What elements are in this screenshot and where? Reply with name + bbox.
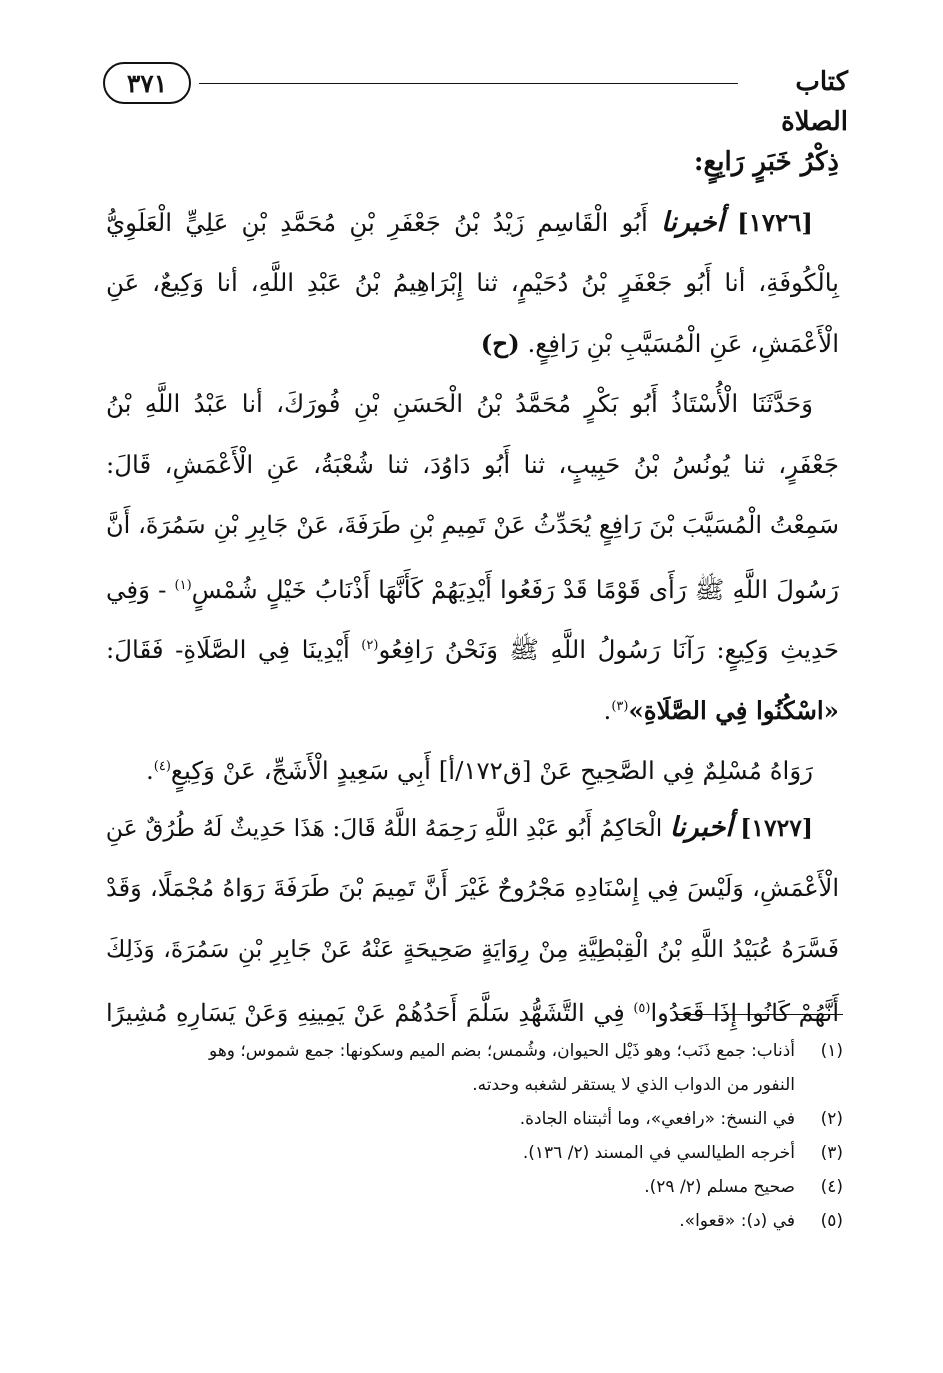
line-text: رَسُولَ اللَّهِ ﷺ رَأَى قَوْمًا قَدْ رَفَعُوا أَيْدِيَهُمْ كَأَنَّهَا أَذْنَابُ خَيْلٍ شُمْسٍ: [191, 574, 839, 604]
line-text: الْأَعْمَشِ، عَنِ الْمُسَيَّبِ بْنِ رَافِعٍ.: [527, 328, 839, 358]
footnote-text: أذناب: جمع ذَنَب؛ وهو ذَيْل الحيوان، وشُمس؛ بضم الميم وسكونها: جمع شموس؛ وهو: [209, 1041, 795, 1061]
text-line: [106, 737, 839, 798]
line-text: الْحَاكِمُ أَبُو عَبْدِ اللَّهِ رَحِمَهُ اللَّهُ قَالَ: هَذَا حَدِيثٌ لَهُ طُرُقٌ عَنِ: [105, 813, 663, 842]
footnote: [106, 1034, 843, 1102]
text-line: [106, 435, 839, 496]
line-tail: .: [145, 756, 154, 786]
akhbarana-word: أخبرنا: [661, 206, 724, 238]
line-text: الْأَعْمَشِ، وَلَيْسَ فِي إِسْنَادِهِ مَجْرُوحٌ غَيْرَ أَنَّ تَمِيمَ بْنَ طَرَفَةَ رَوَاهُ مُجْمَلًا، وَقَدْ: [106, 874, 839, 902]
line-tail: - وَفِي: [106, 574, 167, 604]
text-line: [106, 314, 839, 375]
text-line: [106, 858, 839, 919]
footnote: [106, 1136, 843, 1170]
hadith-number: [١٧٢٦]: [737, 207, 813, 237]
line-tail: .: [603, 695, 612, 725]
page-number: ٣٧١: [103, 62, 191, 104]
footnote-text: في (د): «قعوا».: [679, 1211, 795, 1231]
line-text: حَدِيثِ وَكِيعٍ: رَآنَا رَسُولُ اللَّهِ ﷺ وَنَحْنُ رَافِعُو: [378, 635, 839, 665]
footnote-number: (٣): [820, 1143, 843, 1163]
footnote-text-continued: النفور من الدواب الذي لا يستقر لشغبه وحدته.: [472, 1075, 795, 1095]
footnote-text: أخرجه الطيالسي في المسند (٢/ ١٣٦).: [522, 1143, 795, 1163]
footnote-ref[interactable]: (٣): [611, 698, 629, 714]
footnote: [106, 1170, 843, 1204]
text-line: [106, 798, 839, 859]
text-line: [106, 919, 839, 980]
text-line: [106, 556, 839, 617]
footnote-text: في النسخ: «رافعي»، وما أثبتناه الجادة.: [519, 1109, 795, 1129]
footnote-ref[interactable]: (٢): [361, 638, 379, 653]
running-head: كتاب الصلاة: [781, 67, 848, 137]
akhbarana-word: أخبرنا: [669, 811, 733, 843]
hadith-number: [١٧٢٧]: [740, 813, 813, 842]
prophetic-quote: «اسْكُنُوا فِي الصَّلَاةِ»: [628, 695, 839, 725]
footnote: [106, 1204, 843, 1238]
footnotes: [106, 1034, 843, 1238]
text-line: [106, 495, 839, 556]
footnote-separator: [675, 1014, 843, 1015]
section-heading: ذِكْرُ خَبَرٍ رَابِعٍ:: [693, 147, 839, 177]
text-line: [106, 979, 839, 1040]
line-text: بِالْكُوفَةِ، أنا أَبُو جَعْفَرٍ بْنُ دُحَيْمٍ، ثنا إِبْرَاهِيمُ بْنُ عَبْدِ اللَّهِ، أنا وَكِيعٌ، عَنِ: [106, 268, 839, 297]
text-line: [106, 374, 839, 435]
line-tail: فِي التَّشَهُّدِ سَلَّمَ أَحَدُهُمْ عَنْ يَمِينِهِ وَعَنْ يَسَارِهِ مُشِيرًا: [106, 999, 625, 1027]
footnote-number: (٥): [820, 1211, 843, 1231]
main-text: [106, 132, 839, 1040]
tahwil-marker: (ح): [480, 328, 520, 358]
line-text: أَبُو الْقَاسِمِ زَيْدُ بْنُ جَعْفَرِ بْنِ مُحَمَّدِ بْنِ عَلِيٍّ الْعَلَوِيُّ: [106, 207, 648, 237]
line-tail: أَيْدِينَا فِي الصَّلَاةِ- فَقَالَ:: [106, 635, 350, 665]
footnote-number: (٢): [820, 1109, 843, 1129]
text-line: [106, 253, 839, 314]
footnote-number: (٤): [820, 1177, 843, 1197]
footnote-ref[interactable]: (١): [174, 577, 192, 593]
line-text: وَحَدَّثَنَا الْأُسْتَاذُ أَبُو بَكْرٍ مُحَمَّدُ بْنُ الْحَسَنِ بْنِ فُورَكَ، أنا عَبْدُ اللَّهِ بْنُ: [106, 389, 813, 418]
footnote: [106, 1102, 843, 1136]
footnote-ref[interactable]: (٤): [153, 759, 171, 774]
text-line: [106, 193, 839, 254]
footnote-text: صحيح مسلم (٢/ ٢٩).: [644, 1177, 795, 1197]
page-header: [103, 62, 848, 137]
footnote-ref[interactable]: (٥): [633, 1001, 651, 1016]
line-text: سَمِعْتُ الْمُسَيَّبَ بْنَ رَافِعٍ يُحَدِّثُ عَنْ تَمِيمِ بْنِ طَرَفَةَ، عَنْ جَابِرِ بْنِ سَمُرَةَ، أَنَّ: [106, 511, 839, 539]
text-line: [106, 677, 839, 738]
line-text: جَعْفَرٍ، ثنا يُونُسُ بْنُ حَبِيبٍ، ثنا أَبُو دَاوُدَ، ثنا شُعْبَةُ، عَنِ الْأَعْمَشِ، قَالَ:: [106, 449, 839, 479]
footnote-number: (١): [820, 1041, 843, 1061]
line-text: أَنَّهُمْ كَانُوا إِذَا قَعَدُوا: [650, 999, 839, 1027]
line-text: فَسَّرَهُ عُبَيْدُ اللَّهِ بْنُ الْقِبْطِيَّةِ مِنْ رِوَايَةٍ صَحِيحَةٍ عَنْهُ عَنْ جَابِرِ بْنِ سَمُرَةَ، وَذَلِكَ: [106, 934, 839, 963]
header-rule: [199, 83, 738, 84]
text-line: [106, 616, 839, 677]
line-text: رَوَاهُ مُسْلِمٌ فِي الصَّحِيحِ عَنْ [ق١٧٢/أ] أَبِي سَعِيدٍ الْأَشَجِّ، عَنْ وَكِيعٍ: [170, 756, 813, 786]
